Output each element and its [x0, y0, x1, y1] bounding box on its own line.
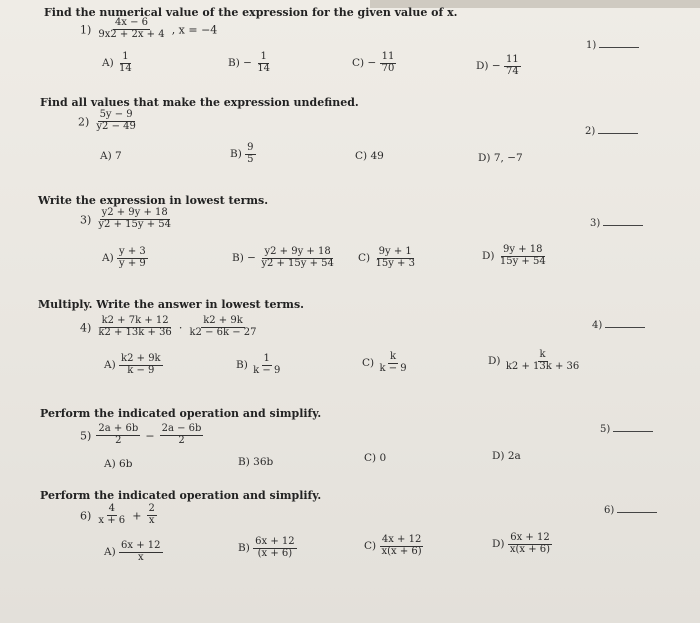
- problem-1-denominator: 9x2 + 2x + 4: [98, 28, 165, 40]
- choice-4d-denominator: k2 + 13k + 36: [505, 360, 580, 372]
- choice-3b-sign: −: [247, 252, 256, 264]
- choice-1d-label: D): [476, 60, 489, 72]
- choice-5c-label: C): [364, 452, 377, 464]
- choice-1b-label: B): [228, 57, 240, 69]
- choice-5d-label: D): [492, 450, 505, 462]
- problem-1-numerator: 4x − 6: [114, 17, 149, 28]
- choice-2b-numerator: 9: [247, 142, 254, 153]
- choice-3c-fraction: [373, 247, 416, 269]
- choice-1c-fraction: [380, 52, 397, 74]
- choice-6c-denominator: x(x + 6): [381, 545, 422, 557]
- problem-5-denominator-2: 2: [178, 434, 185, 446]
- problem-2-number: 2): [78, 115, 90, 129]
- answer-slot-5[interactable]: [600, 422, 653, 435]
- problem-6: [80, 504, 157, 526]
- answer-label-3: 3): [590, 218, 601, 229]
- choice-3d-label: D): [482, 250, 495, 262]
- choice-6d-numerator: 6x + 12: [510, 532, 550, 543]
- choice-2a-label: A): [100, 150, 112, 162]
- choice-2c-label: C): [355, 150, 368, 162]
- problem-6-fraction-1: [96, 504, 127, 526]
- answer-blank-5[interactable]: [613, 422, 653, 432]
- problem-2-fraction: [94, 110, 137, 132]
- choice-6d-label: D): [492, 538, 505, 550]
- choice-1c-numerator: 11: [381, 51, 395, 62]
- choice-4b[interactable]: [236, 354, 282, 376]
- answer-label-2: 2): [585, 126, 596, 137]
- choice-2b-label: B): [230, 148, 242, 160]
- problem-1-fraction: [96, 18, 166, 40]
- choice-3a-fraction: [117, 247, 148, 269]
- problem-6-denominator-1: x + 6: [98, 514, 126, 526]
- choice-4b-label: B): [236, 359, 248, 371]
- choice-3d-fraction: [498, 245, 548, 267]
- answer-slot-1[interactable]: [586, 38, 639, 51]
- choice-1d[interactable]: [476, 55, 521, 77]
- problem-4-operator: ·: [178, 321, 183, 335]
- choice-5b[interactable]: [238, 456, 273, 468]
- problem-5-denominator-1: 2: [115, 434, 122, 446]
- answer-label-1: 1): [586, 40, 597, 51]
- answer-label-6: 6): [604, 505, 615, 516]
- choice-3c-denominator: 15y + 3: [375, 257, 415, 269]
- problem-5-fraction-1: [96, 424, 140, 446]
- problem-4-denominator-2: k2 − 6k − 27: [189, 326, 257, 338]
- answer-blank-3[interactable]: [603, 216, 643, 226]
- answer-slot-3[interactable]: [590, 216, 643, 229]
- choice-6c[interactable]: [364, 535, 424, 557]
- section-6-heading: Perform the indicated operation and simplify.: [40, 489, 322, 502]
- choice-4c-numerator: k: [390, 351, 397, 362]
- problem-6-numerator-2: 2: [148, 503, 155, 514]
- choice-3a-numerator: y + 3: [119, 246, 146, 257]
- choice-2a[interactable]: [100, 150, 122, 162]
- problem-4-number: 4): [80, 321, 92, 335]
- choice-1a-numerator: 1: [122, 51, 129, 62]
- choice-4a-label: A): [104, 359, 116, 371]
- choice-3a-label: A): [102, 252, 114, 264]
- choice-6b-denominator: (x + 6): [257, 547, 293, 559]
- problem-6-denominator-2: x: [148, 514, 155, 526]
- problem-4-numerator-2: k2 + 9k: [203, 315, 243, 326]
- choice-4b-numerator: 1: [263, 353, 270, 364]
- choice-5b-value: 36b: [253, 456, 274, 468]
- choice-2c-value: 49: [370, 150, 384, 162]
- problem-3-numerator: y2 + 9y + 18: [101, 207, 168, 218]
- problem-1-number: 1): [80, 23, 92, 37]
- choice-1d-denominator: 74: [506, 65, 519, 77]
- choice-6c-fraction: [379, 535, 423, 557]
- answer-blank-4[interactable]: [605, 318, 645, 328]
- problem-6-number: 6): [80, 509, 92, 523]
- choice-5d[interactable]: [492, 450, 521, 462]
- choice-1c-sign: −: [367, 57, 377, 69]
- answer-blank-1[interactable]: [599, 38, 639, 48]
- problem-4: [80, 316, 259, 338]
- choice-3c-label: C): [358, 252, 371, 264]
- choice-6a-denominator: x: [137, 551, 144, 563]
- choice-1a-fraction: [117, 52, 134, 74]
- choice-5b-label: B): [238, 456, 250, 468]
- problem-6-operator: +: [132, 509, 142, 523]
- answer-label-5: 5): [600, 424, 611, 435]
- problem-5-number: 5): [80, 429, 92, 443]
- problem-4-denominator-1: k2 + 13k + 36: [98, 326, 172, 338]
- choice-1a-denominator: 14: [119, 62, 132, 74]
- choice-6c-numerator: 4x + 12: [381, 534, 422, 545]
- problem-3-denominator: y2 + 15y + 54: [98, 218, 171, 230]
- choice-4c-label: C): [362, 357, 375, 369]
- choice-1d-sign: −: [491, 60, 501, 72]
- choice-1c-label: C): [352, 57, 365, 69]
- choice-6a-fraction: [119, 541, 162, 563]
- choice-6a-numerator: 6x + 12: [121, 540, 161, 551]
- choice-6d-denominator: x(x + 6): [509, 543, 551, 555]
- choice-1b[interactable]: [228, 52, 272, 74]
- choice-6a[interactable]: [104, 541, 163, 563]
- choice-4a-numerator: k2 + 9k: [121, 353, 161, 364]
- choice-4b-denominator: k − 9: [253, 364, 281, 376]
- problem-6-numerator-1: 4: [108, 503, 115, 514]
- choice-2b[interactable]: [230, 143, 256, 165]
- choice-3d[interactable]: [482, 245, 548, 267]
- problem-3: [80, 208, 173, 230]
- choice-1d-fraction: [504, 55, 521, 77]
- choice-4c-denominator: k − 9: [379, 362, 407, 374]
- choice-3c-numerator: 9y + 1: [378, 246, 412, 257]
- answer-slot-4[interactable]: [592, 318, 645, 331]
- choice-2a-value: 7: [115, 150, 122, 162]
- choice-3b[interactable]: [232, 247, 336, 269]
- choice-3b-label: B): [232, 252, 244, 264]
- choice-1b-denominator: 14: [257, 62, 271, 74]
- problem-5: [80, 424, 203, 446]
- section-2-heading: Find all values that make the expression undefined.: [40, 96, 359, 109]
- choice-3c[interactable]: [358, 247, 417, 269]
- choice-1a-label: A): [102, 57, 114, 69]
- choice-4b-fraction: [251, 354, 282, 376]
- answer-slot-6[interactable]: [604, 503, 657, 516]
- choice-6a-label: A): [104, 546, 116, 558]
- choice-2c[interactable]: [355, 150, 384, 162]
- problem-5-numerator-2: 2a − 6b: [161, 423, 202, 434]
- choice-2b-denominator: 5: [247, 153, 254, 165]
- choice-6b[interactable]: [238, 537, 297, 559]
- choice-1b-fraction: [255, 52, 272, 74]
- problem-5-fraction-2: [160, 424, 204, 446]
- choice-4a-denominator: k − 9: [127, 364, 155, 376]
- choice-5a-value: 6b: [119, 458, 133, 470]
- choice-6b-numerator: 6x + 12: [255, 536, 295, 547]
- choice-1b-numerator: 1: [260, 51, 267, 62]
- choice-5a-label: A): [104, 458, 116, 470]
- problem-2-denominator: y2 − 49: [96, 120, 136, 132]
- choice-6b-fraction: [253, 537, 296, 559]
- problem-4-fraction-2: [187, 316, 258, 338]
- choice-4d-fraction: [504, 350, 581, 372]
- choice-3a[interactable]: [102, 247, 148, 269]
- choice-1a[interactable]: [102, 52, 134, 74]
- answer-blank-6[interactable]: [617, 503, 657, 513]
- choice-3a-denominator: y + 9: [119, 257, 146, 269]
- choice-2d-label: D): [478, 152, 491, 164]
- problem-3-fraction: [96, 208, 173, 230]
- choice-4c[interactable]: [362, 352, 409, 374]
- problem-1: [80, 18, 217, 40]
- choice-3d-denominator: 15y + 54: [499, 255, 546, 267]
- problem-2-numerator: 5y − 9: [99, 109, 133, 120]
- choice-5c[interactable]: [364, 452, 386, 464]
- problem-6-fraction-2: [147, 504, 157, 526]
- answer-blank-2[interactable]: [598, 124, 638, 134]
- answer-label-4: 4): [592, 320, 603, 331]
- choice-2b-fraction: [245, 143, 255, 165]
- problem-3-number: 3): [80, 213, 92, 227]
- answer-slot-2[interactable]: [585, 124, 638, 137]
- choice-3b-denominator: y2 + 15y + 54: [261, 257, 334, 269]
- choice-4d-numerator: k: [539, 349, 546, 360]
- choice-2d[interactable]: [478, 152, 523, 164]
- problem-1-condition: , x = −4: [171, 23, 218, 37]
- section-4-heading: Multiply. Write the answer in lowest terms.: [38, 298, 304, 311]
- choice-6c-label: C): [364, 540, 377, 552]
- choice-4a-fraction: [119, 354, 163, 376]
- section-3-heading: Write the expression in lowest terms.: [38, 194, 269, 207]
- choice-1c[interactable]: [352, 52, 396, 74]
- choice-5c-value: 0: [379, 452, 387, 464]
- choice-6d[interactable]: [492, 533, 552, 555]
- choice-4a[interactable]: [104, 354, 163, 376]
- choice-1c-denominator: 70: [381, 62, 395, 74]
- problem-4-fraction-1: [96, 316, 173, 338]
- choice-4d[interactable]: [488, 350, 581, 372]
- choice-1b-sign: −: [243, 57, 252, 69]
- problem-5-operator: −: [145, 429, 155, 443]
- choice-2d-value: 7, −7: [493, 152, 523, 164]
- problem-2: [78, 110, 138, 132]
- choice-3d-numerator: 9y + 18: [503, 244, 543, 255]
- choice-4d-label: D): [488, 355, 501, 367]
- choice-4c-fraction: [377, 352, 408, 374]
- choice-6d-fraction: [508, 533, 552, 555]
- choice-3b-fraction: [259, 247, 336, 269]
- choice-5a[interactable]: [104, 458, 132, 470]
- section-1-heading: Find the numerical value of the expression for the given value of x.: [44, 6, 458, 19]
- choice-5d-value: 2a: [507, 450, 521, 462]
- choice-3b-numerator: y2 + 9y + 18: [264, 246, 331, 257]
- section-5-heading: Perform the indicated operation and simplify.: [40, 407, 322, 420]
- problem-5-numerator-1: 2a + 6b: [98, 423, 139, 434]
- choice-6b-label: B): [238, 542, 250, 554]
- problem-4-numerator-1: k2 + 7k + 12: [101, 315, 169, 326]
- choice-1d-numerator: 11: [506, 54, 519, 65]
